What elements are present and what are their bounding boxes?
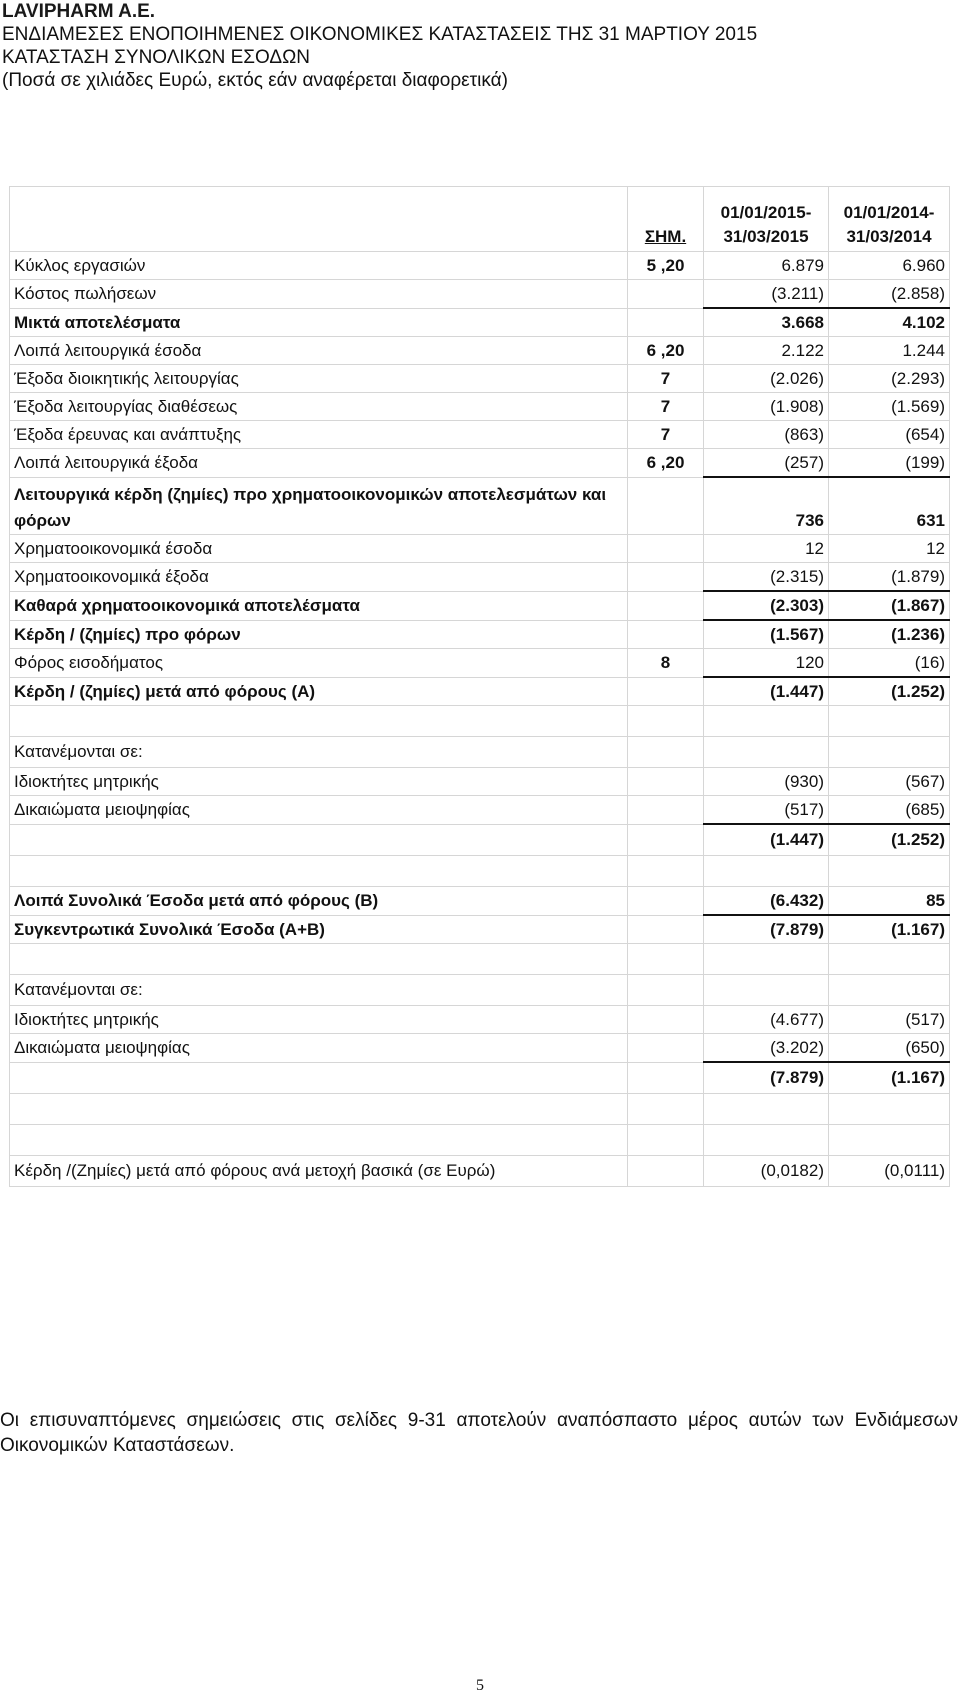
table-row: [10, 449, 950, 478]
table-row: [10, 915, 950, 944]
row-label: Ιδιοκτήτες μητρικής: [10, 768, 628, 796]
row-value-2015: (4.677): [704, 1006, 829, 1034]
spacer-row: [10, 1125, 950, 1156]
row-label: Φόρος εισοδήματος: [10, 649, 628, 678]
row-value-2014: (2.293): [829, 365, 950, 393]
spacer-row: [10, 1094, 950, 1125]
table-row: [10, 824, 950, 856]
row-label: Κύκλος εργασιών: [10, 252, 628, 280]
row-note: 7: [628, 393, 704, 421]
row-value-2015: (3.202): [704, 1034, 829, 1063]
row-label: Κέρδη /(Ζημίες) μετά από φόρους ανά μετοχή βασικά (σε Ευρώ): [10, 1156, 628, 1187]
row-value-2015: (3.211): [704, 280, 829, 309]
row-label: Κόστος πωλήσεων: [10, 280, 628, 309]
row-label: Έξοδα έρευνας και ανάπτυξης: [10, 421, 628, 449]
page-number: 5: [476, 1677, 484, 1694]
row-value-2014: 1.244: [829, 337, 950, 365]
row-note: [628, 563, 704, 592]
row-value-2015: (863): [704, 421, 829, 449]
row-note: [628, 677, 704, 706]
statement-subtitle: ΚΑΤΑΣΤΑΣΗ ΣΥΝΟΛΙΚΩΝ ΕΣΟΔΩΝ: [2, 47, 310, 68]
row-label: Χρηματοοικονομικά έσοδα: [10, 535, 628, 563]
row-label: Συγκεντρωτικά Συνολικά Έσοδα (Α+Β): [10, 915, 628, 944]
row-label: Κέρδη / (ζημίες) μετά από φόρους (Α): [10, 677, 628, 706]
row-label: Έξοδα λειτουργίας διαθέσεως: [10, 393, 628, 421]
row-value-2014: (650): [829, 1034, 950, 1063]
row-value-2015: (1.447): [704, 824, 829, 856]
row-value-2015: (517): [704, 796, 829, 825]
row-label: Ιδιοκτήτες μητρικής: [10, 1006, 628, 1034]
row-note: 6 ,20: [628, 337, 704, 365]
spacer-row: [10, 944, 950, 975]
row-value-2014: 12: [829, 535, 950, 563]
table-row: [10, 563, 950, 592]
row-note: [628, 280, 704, 309]
row-value-2014: (1.879): [829, 563, 950, 592]
table-row: [10, 393, 950, 421]
row-value-2014: (199): [829, 449, 950, 478]
row-value-2015: (0,0182): [704, 1156, 829, 1187]
row-value-2014: (517): [829, 1006, 950, 1034]
row-value-2015: 6.879: [704, 252, 829, 280]
table-row: [10, 365, 950, 393]
period-2015-header: [704, 187, 829, 252]
table-row: [10, 737, 950, 768]
row-value-2015: 3.668: [704, 308, 829, 337]
spacer-row: [10, 706, 950, 737]
row-value-2015: (7.879): [704, 915, 829, 944]
row-note: 7: [628, 421, 704, 449]
table-row: [10, 796, 950, 825]
section-label: Κατανέμονται σε:: [10, 737, 628, 768]
table-row: [10, 421, 950, 449]
row-note: 8: [628, 649, 704, 678]
row-note: 5 ,20: [628, 252, 704, 280]
footnote: Οι επισυναπτόμενες σημειώσεις στις σελίδες 9-31 αποτελούν αναπόσπαστο μέρος αυτών των Ενδιάμεσων Οικονομικών Καταστάσεων.: [0, 1410, 958, 1456]
header-blank-cell: [10, 187, 628, 252]
section-label: Κατανέμονται σε:: [10, 975, 628, 1006]
row-value-2014: (654): [829, 421, 950, 449]
row-value-2015: (1.908): [704, 393, 829, 421]
row-value-2014: (1.167): [829, 1062, 950, 1094]
row-note: [628, 535, 704, 563]
row-value-2014: (1.867): [829, 591, 950, 620]
table-row: [10, 1034, 950, 1063]
row-label: Χρηματοοικονομικά έξοδα: [10, 563, 628, 592]
table-row: [10, 649, 950, 678]
row-value-2014: (16): [829, 649, 950, 678]
row-value-2014: (567): [829, 768, 950, 796]
row-value-2015: (6.432): [704, 887, 829, 916]
row-value-2014: 85: [829, 887, 950, 916]
row-label: Λοιπά λειτουργικά έσοδα: [10, 337, 628, 365]
row-note: [628, 477, 704, 535]
spacer-row: [10, 856, 950, 887]
row-label: [10, 1062, 628, 1094]
row-value-2014: (1.569): [829, 393, 950, 421]
row-value-2015: 736: [704, 477, 829, 535]
row-note: 7: [628, 365, 704, 393]
row-note: [628, 308, 704, 337]
row-note: 6 ,20: [628, 449, 704, 478]
row-label: Δικαιώματα μειοψηφίας: [10, 796, 628, 825]
period-2015-end: 31/03/2015: [723, 227, 809, 246]
table-row: [10, 308, 950, 337]
period-2014-end: 31/03/2014: [846, 227, 932, 246]
row-value-2015: 2.122: [704, 337, 829, 365]
row-value-2015: (1.567): [704, 620, 829, 649]
row-value-2014: (1.252): [829, 824, 950, 856]
table-row: [10, 477, 950, 535]
row-value-2014: (1.167): [829, 915, 950, 944]
period-2014-header: [829, 187, 950, 252]
row-value-2015: (257): [704, 449, 829, 478]
row-label: Λοιπά λειτουργικά έξοδα: [10, 449, 628, 478]
row-note: [628, 620, 704, 649]
comprehensive-income-table: [9, 186, 950, 1187]
row-value-2014: (1.252): [829, 677, 950, 706]
row-value-2015: 12: [704, 535, 829, 563]
row-value-2015: (7.879): [704, 1062, 829, 1094]
row-label: Έξοδα διοικητικής λειτουργίας: [10, 365, 628, 393]
row-label: Λειτουργικά κέρδη (ζημίες) προ χρηματοοικονομικών αποτελεσμάτων και φόρων: [10, 477, 628, 535]
statement-title: ΕΝΔΙΑΜΕΣΕΣ ΕΝΟΠΟΙΗΜΕΝΕΣ ΟΙΚΟΝΟΜΙΚΕΣ ΚΑΤΑΣΤΑΣΕΙΣ ΤΗΣ 31 ΜΑΡΤΙΟΥ 2015: [2, 24, 758, 45]
table-row: [10, 252, 950, 280]
table-row: [10, 337, 950, 365]
row-value-2015: (930): [704, 768, 829, 796]
period-2014-start: 01/01/2014-: [843, 203, 935, 222]
row-value-2014: (0,0111): [829, 1156, 950, 1187]
row-label: Μικτά αποτελέσματα: [10, 308, 628, 337]
table-row: [10, 280, 950, 309]
table-row: [10, 535, 950, 563]
units-note: (Ποσά σε χιλιάδες Ευρώ, εκτός εάν αναφέρεται διαφορετικά): [2, 70, 508, 91]
row-label: Καθαρά χρηματοοικονομικά αποτελέσματα: [10, 591, 628, 620]
row-label: Κέρδη / (ζημίες) προ φόρων: [10, 620, 628, 649]
note-column-header: ΣΗΜ.: [628, 187, 704, 252]
table-header-row: [10, 187, 950, 252]
row-label: Δικαιώματα μειοψηφίας: [10, 1034, 628, 1063]
row-label: [10, 824, 628, 856]
row-value-2014: 631: [829, 477, 950, 535]
period-2015-start: 01/01/2015-: [720, 203, 812, 222]
row-value-2015: (2.315): [704, 563, 829, 592]
table-row: [10, 1156, 950, 1187]
table-row: [10, 1062, 950, 1094]
table-row: [10, 887, 950, 916]
table-row: [10, 1006, 950, 1034]
row-value-2015: (2.026): [704, 365, 829, 393]
row-value-2015: (1.447): [704, 677, 829, 706]
row-value-2015: (2.303): [704, 591, 829, 620]
row-value-2014: (2.858): [829, 280, 950, 309]
table-row: [10, 975, 950, 1006]
row-value-2014: (1.236): [829, 620, 950, 649]
row-value-2014: (685): [829, 796, 950, 825]
table-row: [10, 677, 950, 706]
company-name: LAVIPHARM A.E.: [2, 1, 156, 22]
row-value-2014: 6.960: [829, 252, 950, 280]
row-label: Λοιπά Συνολικά Έσοδα μετά από φόρους (Β): [10, 887, 628, 916]
row-value-2014: 4.102: [829, 308, 950, 337]
table-row: [10, 620, 950, 649]
row-value-2015: 120: [704, 649, 829, 678]
row-note: [628, 591, 704, 620]
document-header: [0, 0, 960, 92]
table-row: [10, 768, 950, 796]
table-row: [10, 591, 950, 620]
